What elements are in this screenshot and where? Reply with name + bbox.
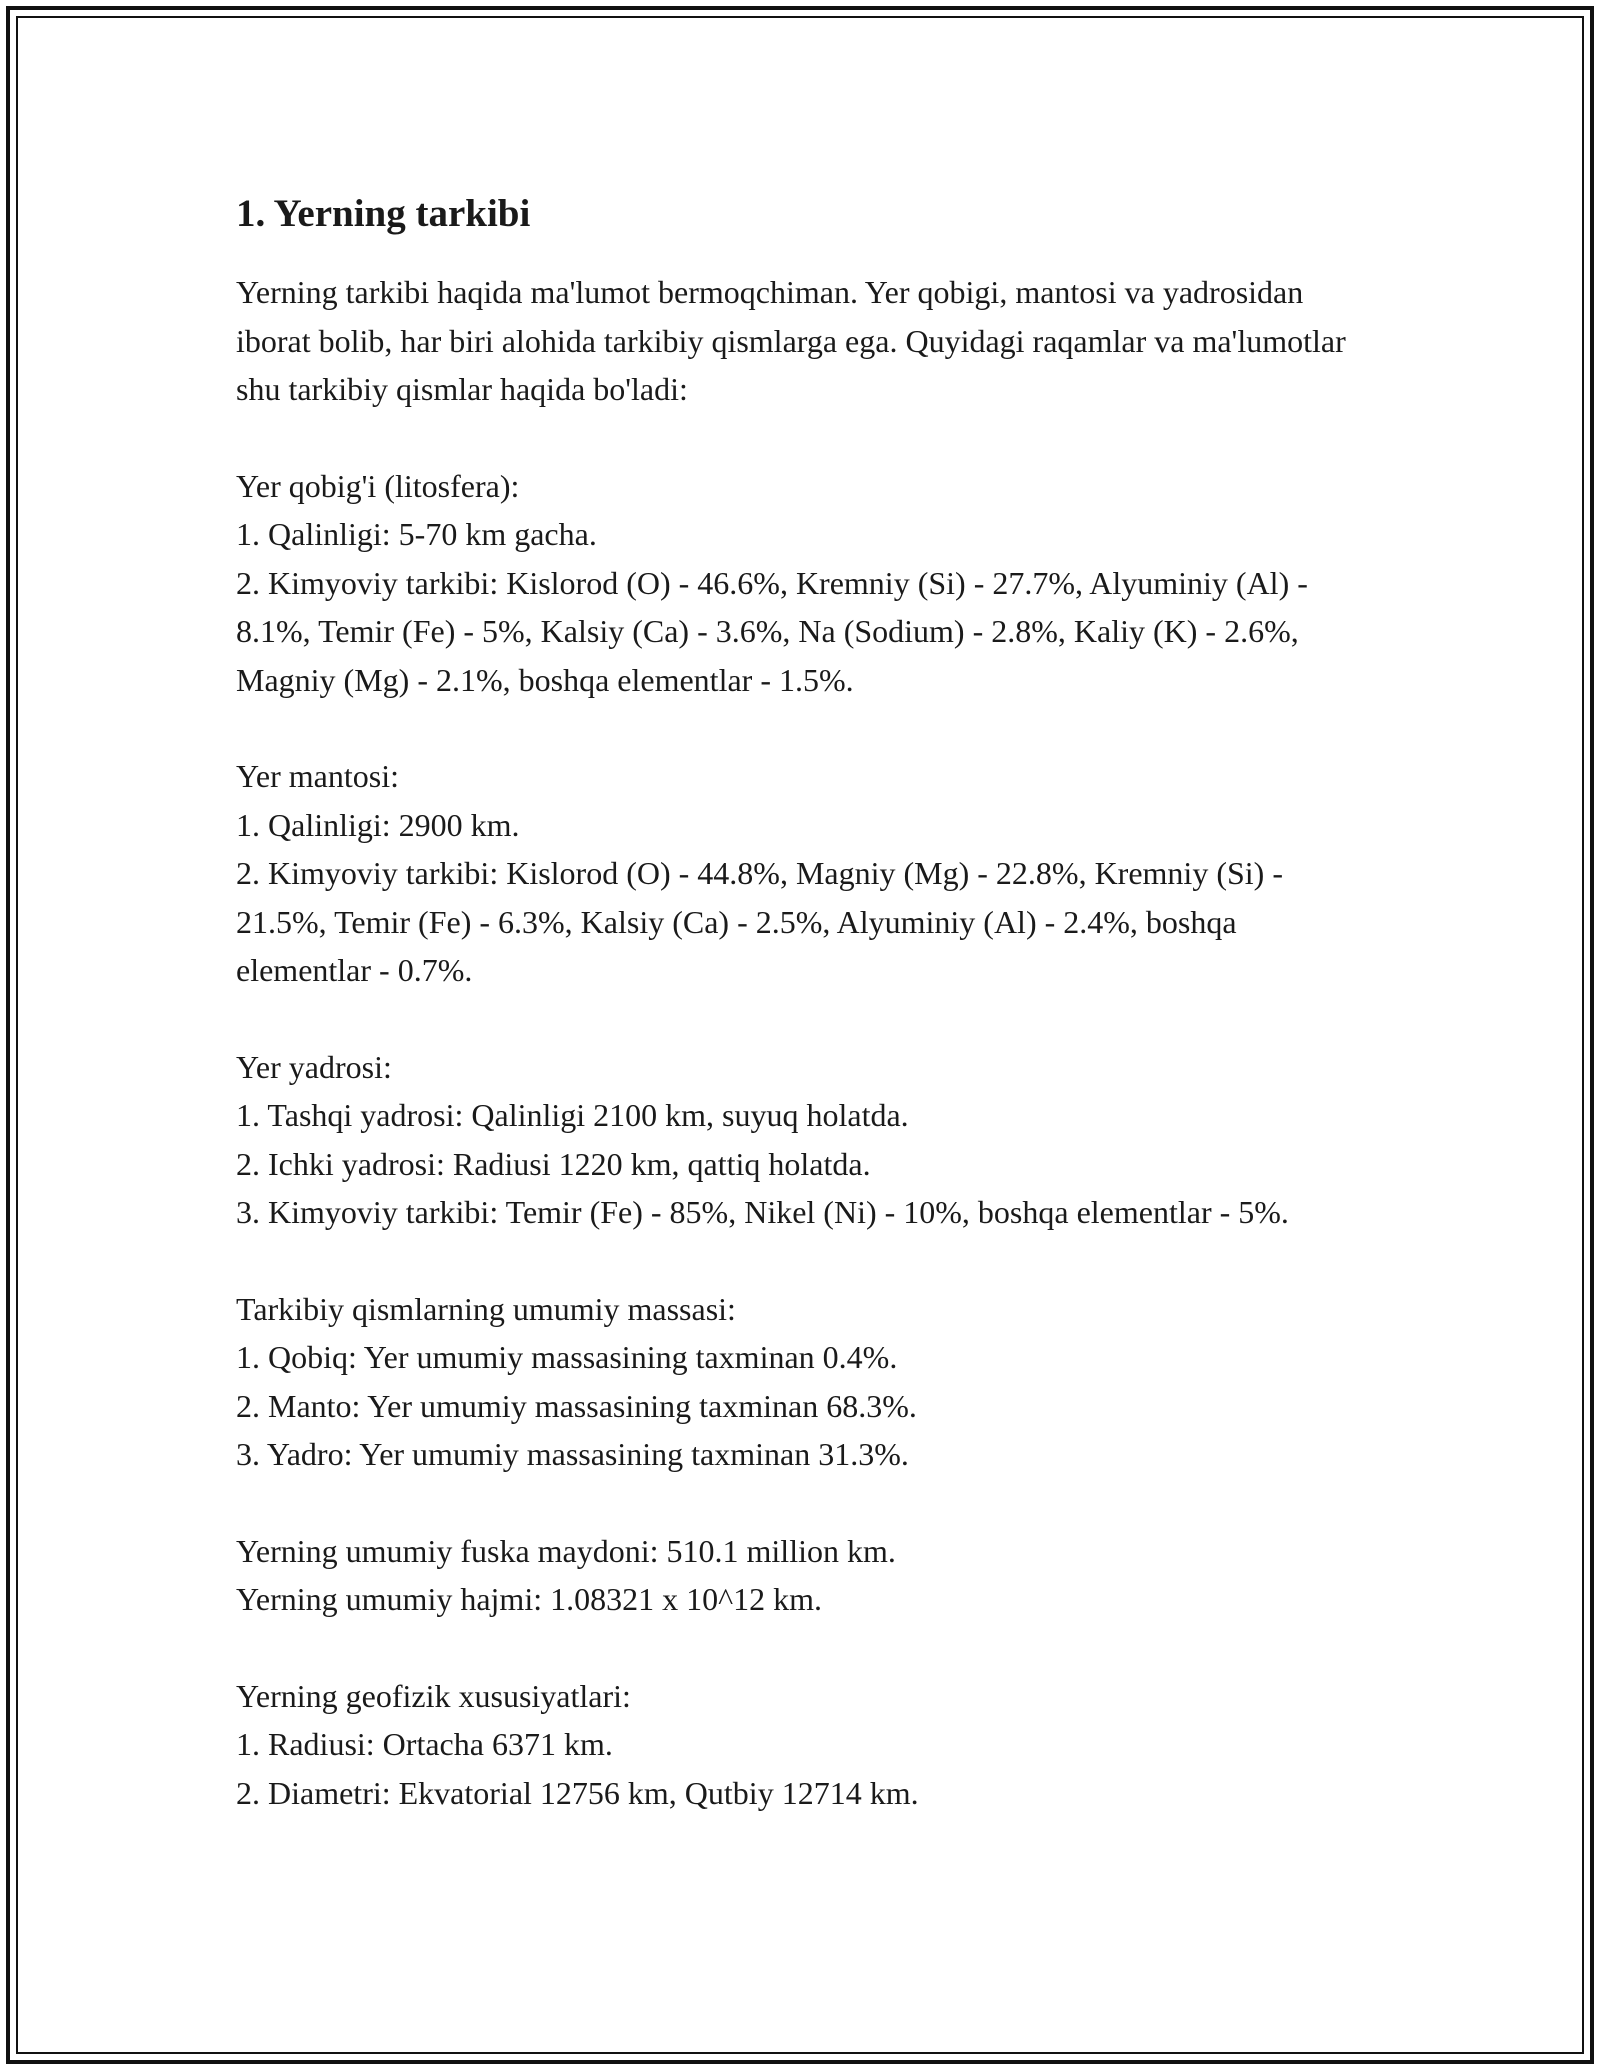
mass-item: 3. Yadro: Yer umumiy massasining taxminan 31.3%.: [236, 1436, 909, 1472]
core-item: 1. Tashqi yadrosi: Qalinligi 2100 km, suyuq holatda.: [236, 1097, 909, 1133]
mass-section: [236, 1285, 1376, 1479]
geophysics-section: [236, 1672, 1376, 1818]
geophysics-item: 1. Radiusi: Ortacha 6371 km.: [236, 1726, 613, 1762]
geophysics-item: 2. Diametri: Ekvatorial 12756 km, Qutbiy 12714 km.: [236, 1774, 919, 1811]
core-item: 3. Kimyoviy tarkibi: Temir (Fe) - 85%, Nikel (Ni) - 10%, boshqa elementlar - 5%.: [236, 1194, 1289, 1230]
mass-item: 1. Qobiq: Yer umumiy massasining taxminan 0.4%.: [236, 1339, 898, 1375]
totals-item: Yerning umumiy fuska maydoni: 510.1 million km.: [236, 1532, 896, 1569]
mantle-heading: Yer mantosi:: [236, 758, 399, 794]
crust-item: 2. Kimyoviy tarkibi: Kislorod (O) - 46.6%, Kremniy (Si) - 27.7%, Alyuminiy (Al) - 8.1%, Temir (Fe) - 5%, Kalsiy (Ca) - 3.6%, Na (Sodium) - 2.8%, Kaliy (K) - 2.6%, Magniy (Mg) - 2.1%, boshqa elementlar - 1.5%.: [236, 564, 1308, 698]
mantle-item: 2. Kimyoviy tarkibi: Kislorod (O) - 44.8%, Magniy (Mg) - 22.8%, Kremniy (Si) - 21.5%, Temir (Fe) - 6.3%, Kalsiy (Ca) - 2.5%, Alyuminiy (Al) - 2.4%, boshqa elementlar - 0.7%.: [236, 855, 1283, 988]
core-section: [236, 1043, 1376, 1237]
mass-item: 2. Manto: Yer umumiy massasining taxminan 68.3%.: [236, 1387, 917, 1424]
core-heading: Yer yadrosi:: [236, 1048, 392, 1085]
mass-heading: Tarkibiy qismlarning umumiy massasi:: [236, 1290, 736, 1327]
crust-item: 1. Qalinligi: 5-70 km gacha.: [236, 516, 597, 552]
crust-section: [236, 462, 1376, 705]
mantle-item: 1. Qalinligi: 2900 km.: [236, 806, 520, 843]
crust-heading: Yer qobig'i (litosfera):: [236, 467, 520, 504]
section-title: 1. Yerning tarkibi: [236, 192, 531, 235]
mantle-section: [236, 752, 1376, 995]
geophysics-heading: Yerning geofizik xususiyatlari:: [236, 1677, 631, 1714]
totals-section: [236, 1527, 1376, 1624]
totals-item: Yerning umumiy hajmi: 1.08321 x 10^12 km.: [236, 1581, 822, 1617]
document-body: [236, 186, 1376, 1817]
core-item: 2. Ichki yadrosi: Radiusi 1220 km, qattiq holatda.: [236, 1145, 871, 1182]
intro-paragraph: Yerning tarkibi haqida ma'lumot bermoqchiman. Yer qobigi, mantosi va yadrosidan iborat bolib, har biri alohida tarkibiy qismlarga ega. Quyidagi raqamlar va ma'lumotlar shu tarkibiy qismlar haqida bo'ladi:: [236, 274, 1346, 407]
